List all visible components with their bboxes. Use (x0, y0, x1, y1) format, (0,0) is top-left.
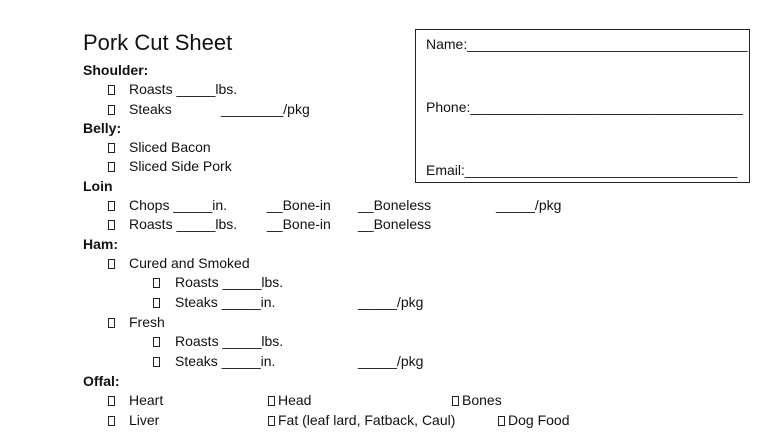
loin-chops-checkbox[interactable] (108, 201, 115, 211)
belly-side-pork-checkbox[interactable] (108, 162, 115, 172)
offal-liver-label: Liver (129, 412, 160, 428)
offal-fat-checkbox[interactable] (268, 416, 275, 426)
shoulder-steaks-checkbox[interactable] (108, 105, 115, 115)
shoulder-roasts-checkbox[interactable] (108, 85, 115, 95)
shoulder-steaks-pkg: ________/pkg (221, 101, 310, 117)
belly-heading: Belly: (83, 120, 122, 136)
belly-bacon-label: Sliced Bacon (129, 139, 211, 155)
offal-dog-food-label: Dog Food (508, 412, 570, 428)
ham-heading: Ham: (83, 236, 119, 252)
ham-cured-label: Cured and Smoked (129, 255, 250, 271)
loin-roasts-bone-in: __Bone-in (267, 216, 331, 232)
belly-bacon-checkbox[interactable] (108, 143, 115, 153)
loin-roasts-checkbox[interactable] (108, 220, 115, 230)
email-field[interactable]: Email:___________________________________ (426, 162, 738, 178)
ham-cured-steaks-checkbox[interactable] (153, 298, 160, 308)
offal-bones-item[interactable] (452, 392, 502, 409)
loin-chops-bone-in: __Bone-in (267, 197, 331, 213)
ham-fresh-roasts-label: Roasts _____lbs. (175, 333, 284, 349)
loin-chops-label: Chops _____in. (129, 197, 228, 213)
offal-dog-food-checkbox[interactable] (498, 416, 505, 426)
offal-bones-checkbox[interactable] (452, 396, 459, 406)
ham-cured-steaks-pkg: _____/pkg (358, 294, 424, 310)
belly-side-pork-label: Sliced Side Pork (129, 158, 232, 174)
offal-head-label: Head (278, 392, 312, 408)
name-field[interactable]: Name:____________________________________ (426, 36, 748, 52)
offal-head-checkbox[interactable] (268, 396, 275, 406)
ham-cured-steaks-label: Steaks _____in. (175, 294, 276, 310)
ham-fresh-steaks-checkbox[interactable] (153, 357, 160, 367)
offal-fat-label: Fat (leaf lard, Fatback, Caul) (278, 412, 456, 428)
ham-cured-checkbox[interactable] (108, 259, 115, 269)
ham-fresh-roasts-checkbox[interactable] (153, 337, 160, 347)
shoulder-steaks-label: Steaks (129, 101, 172, 117)
offal-heart-label: Heart (129, 392, 164, 408)
offal-bones-label: Bones (462, 392, 502, 408)
ham-fresh-checkbox[interactable] (108, 318, 115, 328)
ham-fresh-label: Fresh (129, 314, 165, 330)
ham-fresh-steaks-pkg: _____/pkg (358, 353, 424, 369)
offal-heading: Offal: (83, 373, 120, 389)
shoulder-heading: Shoulder: (83, 62, 149, 78)
offal-heart-checkbox[interactable] (108, 396, 115, 406)
loin-chops-boneless: __Boneless (358, 197, 432, 213)
loin-chops-pkg: _____/pkg (496, 197, 562, 213)
contact-box (415, 29, 750, 183)
ham-cured-roasts-checkbox[interactable] (153, 278, 160, 288)
loin-roasts-boneless: __Boneless (358, 216, 432, 232)
offal-liver-checkbox[interactable] (108, 416, 115, 426)
shoulder-roasts-label: Roasts _____lbs. (129, 81, 238, 97)
offal-dog-food-item[interactable] (498, 412, 569, 429)
loin-heading: Loin (83, 178, 113, 194)
loin-roasts-label: Roasts _____lbs. (129, 216, 238, 232)
page-title: Pork Cut Sheet (83, 30, 233, 55)
ham-fresh-steaks-label: Steaks _____in. (175, 353, 276, 369)
offal-fat-item[interactable] (268, 412, 455, 429)
phone-field[interactable]: Phone:___________________________________ (426, 99, 743, 115)
ham-cured-roasts-label: Roasts _____lbs. (175, 274, 284, 290)
offal-head-item[interactable] (268, 392, 311, 409)
